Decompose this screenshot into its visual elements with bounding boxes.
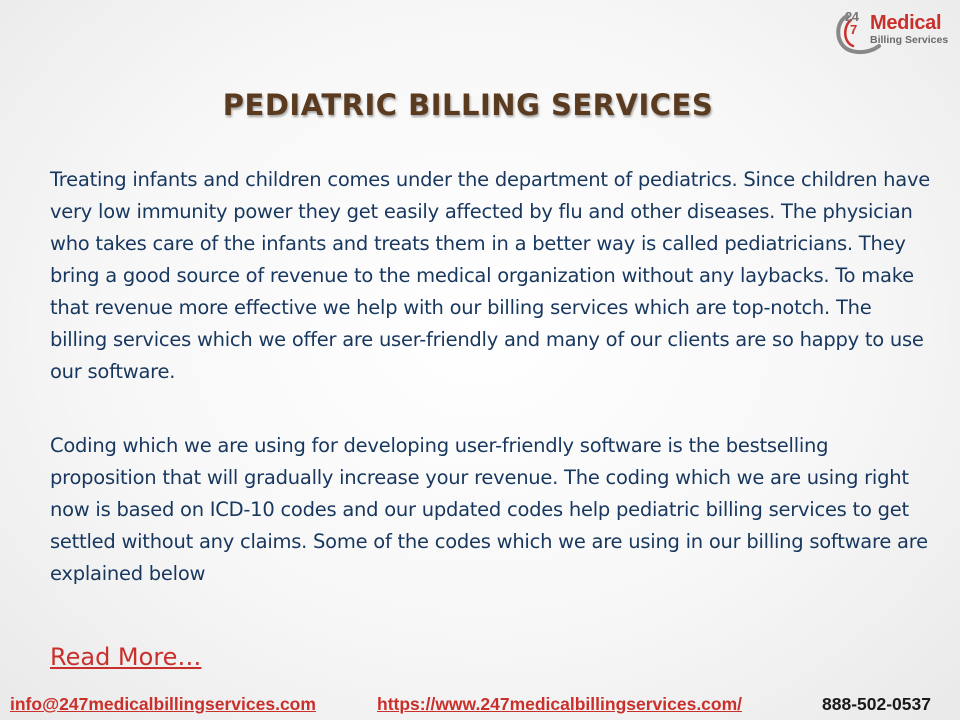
logo-subtitle: Billing Services (870, 34, 949, 46)
body-paragraph-coding: Coding which we are using for developing user-friendly software is the bestselling proposition that will gradually increase your revenue. The coding which we are using right now is based on ICD-10 codes and our updated codes help pediatric billing services to get settled without any claims. Some of the codes which we are using in our billing software are explained below (50, 434, 928, 585)
logo-number-24: 24 (845, 9, 859, 24)
website-link[interactable]: https://www.247medicalbillingservices.com/ (377, 694, 743, 714)
email-link[interactable]: info@247medicalbillingservices.com (10, 694, 316, 714)
body-paragraph-intro: Treating infants and children comes under the department of pediatrics. Since children have very low immunity power they get easily affected by flu and other diseases. The physician who takes care of the infants and treats them in a better way is called pediatricians. They bring a good source of revenue to the medical organization without any laybacks. To make that revenue more effective we help with our billing services which are top-notch. The billing services which we offer are user-friendly and many of our clients are so happy to use our software. (50, 168, 931, 383)
footer (0, 690, 960, 718)
company-logo (833, 8, 953, 56)
logo-number-7: 7 (850, 22, 858, 37)
phone-number: 888-502-0537 (822, 694, 931, 714)
read-more-link[interactable]: Read More… (50, 643, 202, 671)
page-title: PEDIATRIC BILLING SERVICES (222, 88, 714, 123)
logo-brand-text: Medical (870, 12, 942, 34)
